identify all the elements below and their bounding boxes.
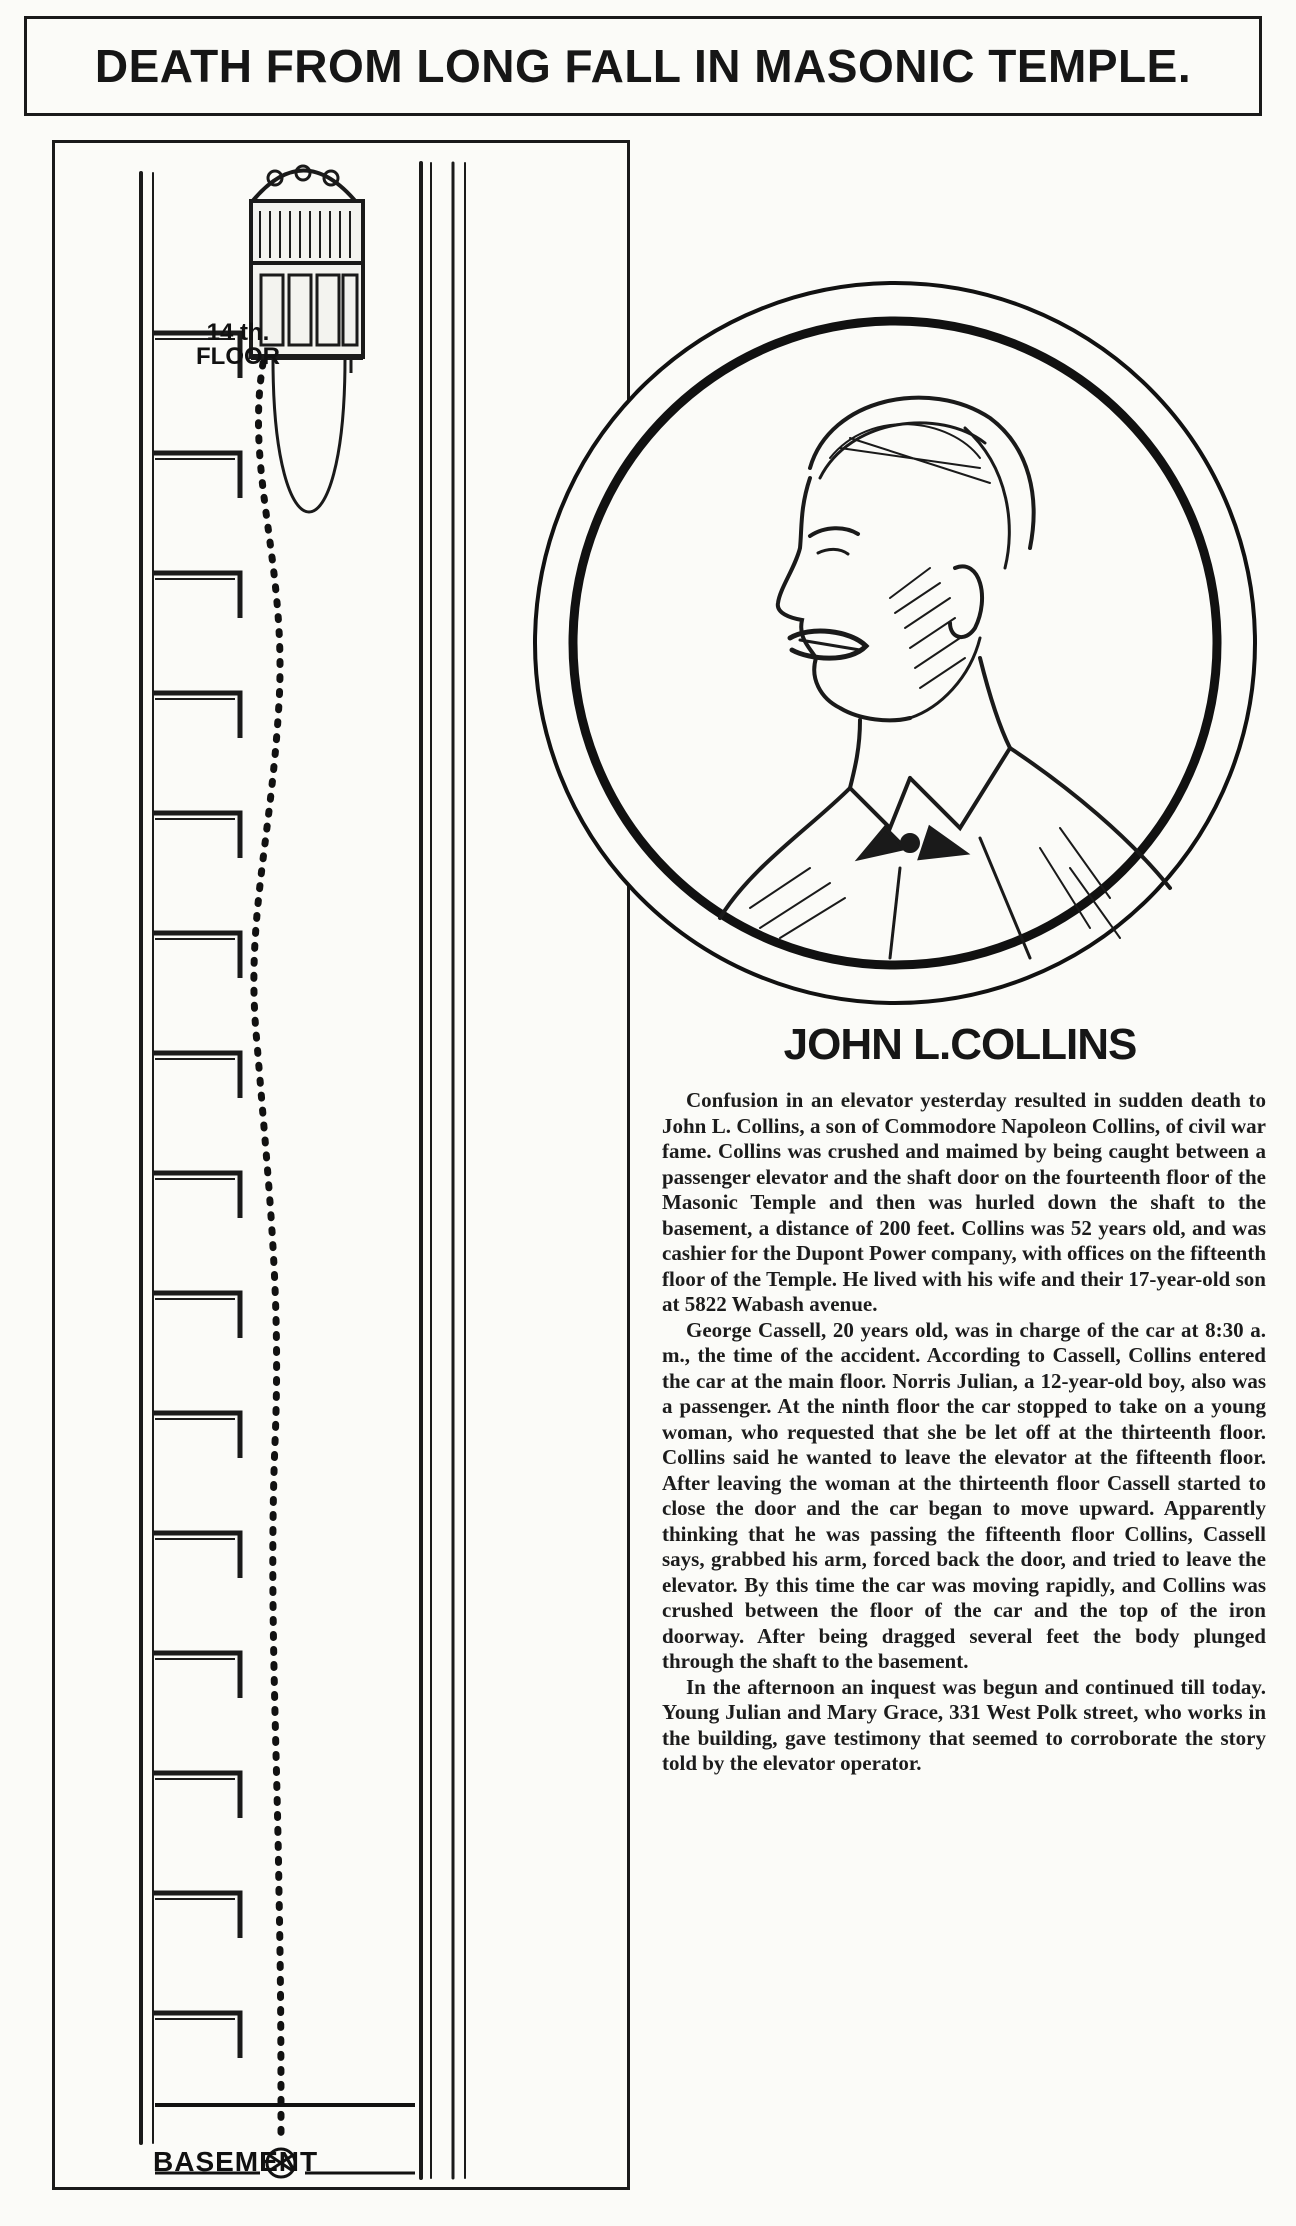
headline-box: [24, 16, 1262, 116]
portrait-caption: JOHN L.COLLINS: [783, 1020, 1137, 1069]
fourteenth-floor-label: [183, 321, 293, 369]
article-paragraph-3: In the afternoon an inquest was begun and continued till today. Young Julian and Mary Grace, 331 West Polk street, who works in the building, gave testimony that seemed to corroborate the story told by the elevator operator.: [662, 1674, 1266, 1775]
floor-label-line2: FLOOR: [196, 343, 280, 370]
article-body: [662, 1088, 1266, 1777]
basement-label: BASEMENT: [153, 2146, 319, 2177]
portrait-medallion: [510, 268, 1280, 1018]
floor-label-line1: 14 th.: [206, 319, 270, 346]
headline: DEATH FROM LONG FALL IN MASONIC TEMPLE.: [94, 40, 1192, 92]
article-paragraph-1: Confusion in an elevator yesterday resulted in sudden death to John L. Collins, a son of Commodore Napoleon Collins, of civil war fame. Collins was crushed and maimed by being caught between a passenger elevator and the shaft door on the fourteenth floor of the Masonic Temple and then was hurled down the shaft to the basement, a distance of 200 feet. Collins was 52 years old, and was cashier for the Dupont Power company, with offices on the fifteenth floor of the Temple. He lived with his wife and their 17-year-old son at 5822 Wabash avenue.: [662, 1088, 1266, 1316]
article-paragraph-2: George Cassell, 20 years old, was in charge of the car at 8:30 a. m., the time of the accident. According to Cassell, Collins entered the car at the main floor. Norris Julian, a 12-year-old boy, also was a passenger. At the ninth floor the car stopped to take on a young woman, who requested that she be let off at the thirteenth floor. Collins said he wanted to leave the elevator at the fifteenth floor. After leaving the woman at the thirteenth floor Cassell started to close the door and the car began to move upward. Apparently thinking that he was passing the fifteenth floor Collins, Cassell says, grabbed his arm, forced back the door, and tried to leave the elevator. By this time the car was moving rapidly, and Collins was crushed between the floor of the car and the top of the iron doorway. After being dragged several feet the body plunged through the shaft to the basement.: [662, 1317, 1266, 1673]
portrait-engraving-icon: [510, 268, 1280, 1018]
